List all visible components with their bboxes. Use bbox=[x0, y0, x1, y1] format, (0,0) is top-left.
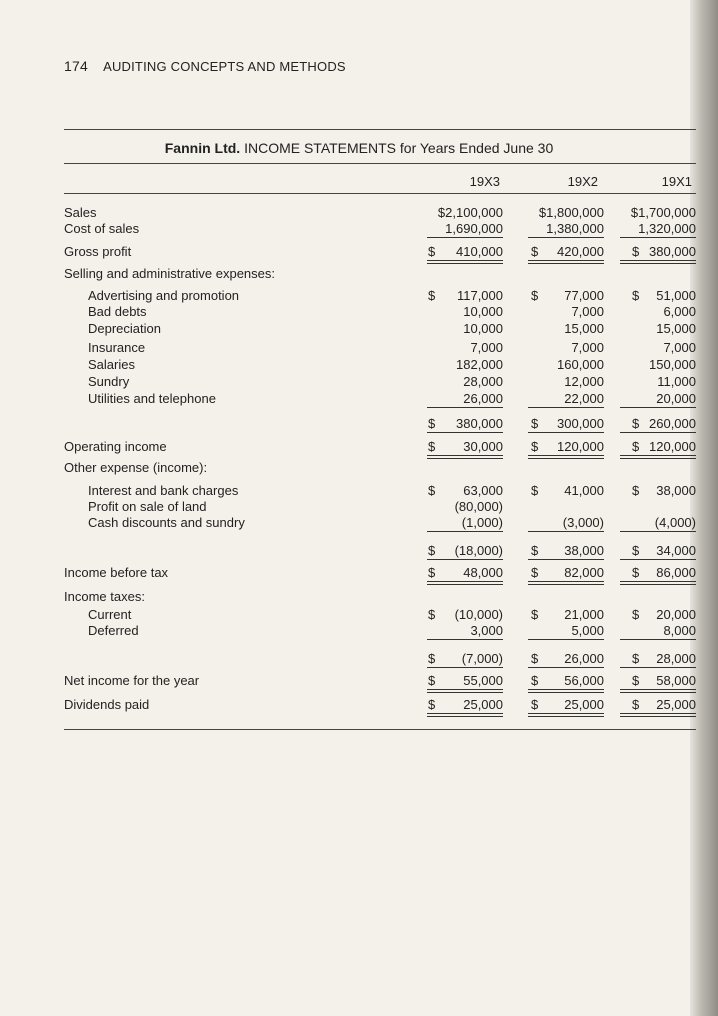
cell-19x1-depreciation: 15,000 bbox=[656, 321, 696, 336]
column-header-19x3: 19X3 bbox=[469, 174, 500, 189]
currency-symbol: $ bbox=[632, 483, 640, 498]
double-underline bbox=[528, 260, 604, 261]
single-underline bbox=[620, 432, 696, 433]
row-label-salaries: Salaries bbox=[88, 357, 135, 372]
currency-symbol: $ bbox=[632, 673, 640, 688]
row-label-bad-debts: Bad debts bbox=[88, 304, 147, 319]
single-underline bbox=[620, 237, 696, 238]
currency-symbol: $ bbox=[632, 565, 640, 580]
currency-symbol: $ bbox=[531, 288, 539, 303]
cell-19x1-current: 20,000 bbox=[656, 607, 696, 622]
cell-19x2-bad-debts: 7,000 bbox=[571, 304, 604, 319]
cell-19x3-advertising-and-promotion: 117,000 bbox=[456, 288, 503, 303]
cell-19x1-advertising-and-promotion: 51,000 bbox=[656, 288, 696, 303]
cell-19x3-net-income-for-the-year: 55,000 bbox=[463, 673, 503, 688]
single-underline bbox=[427, 237, 503, 238]
row-label-current: Current bbox=[88, 607, 132, 622]
double-underline bbox=[528, 692, 604, 693]
currency-symbol: $ bbox=[632, 651, 640, 666]
cell-19x3-bad-debts: 10,000 bbox=[463, 304, 503, 319]
cell-19x1-sales: $1,700,000 bbox=[630, 205, 696, 220]
double-underline bbox=[528, 458, 604, 459]
cell-19x3-sales: $2,100,000 bbox=[437, 205, 503, 220]
statement-title-text: INCOME STATEMENTS for Years Ended June 30 bbox=[240, 140, 554, 156]
currency-symbol: $ bbox=[428, 651, 436, 666]
cell-19x3-cash-discounts-and-sundry: (1,000) bbox=[461, 515, 503, 530]
double-underline bbox=[427, 692, 503, 693]
single-underline bbox=[528, 531, 604, 532]
currency-symbol: $ bbox=[531, 673, 539, 688]
cell-19x1-deferred: 8,000 bbox=[663, 623, 696, 638]
cell-19x1-subtotal: 260,000 bbox=[649, 416, 696, 431]
cell-19x2-cash-discounts-and-sundry: (3,000) bbox=[562, 515, 604, 530]
cell-19x2-salaries: 160,000 bbox=[557, 357, 604, 372]
single-underline bbox=[620, 639, 696, 640]
cell-19x3-subtotal: (7,000) bbox=[461, 651, 503, 666]
currency-symbol: $ bbox=[632, 416, 640, 431]
row-label-cash-discounts-and-sundry: Cash discounts and sundry bbox=[88, 515, 245, 530]
cell-19x3-sundry: 28,000 bbox=[463, 374, 503, 389]
cell-19x1-sundry: 11,000 bbox=[657, 374, 696, 389]
cell-19x3-dividends-paid: 25,000 bbox=[463, 697, 503, 712]
cell-19x1-insurance: 7,000 bbox=[663, 340, 696, 355]
double-underline bbox=[427, 581, 503, 582]
cell-19x3-current: (10,000) bbox=[454, 607, 503, 622]
double-underline bbox=[620, 260, 696, 261]
header-rule bbox=[64, 193, 696, 194]
double-underline bbox=[427, 455, 503, 456]
cell-19x2-current: 21,000 bbox=[564, 607, 604, 622]
cell-19x2-utilities-and-telephone: 22,000 bbox=[564, 391, 604, 406]
single-underline bbox=[528, 559, 604, 560]
cell-19x3-utilities-and-telephone: 26,000 bbox=[463, 391, 503, 406]
cell-19x2-operating-income: 120,000 bbox=[557, 439, 604, 454]
cell-19x1-income-before-tax: 86,000 bbox=[656, 565, 696, 580]
double-underline bbox=[620, 584, 696, 585]
double-underline bbox=[427, 584, 503, 585]
row-label-selling-and-administrative-expenses: Selling and administrative expenses: bbox=[64, 266, 276, 281]
currency-symbol: $ bbox=[428, 543, 436, 558]
double-underline bbox=[528, 716, 604, 717]
row-label-income-before-tax: Income before tax bbox=[64, 565, 169, 580]
row-label-depreciation: Depreciation bbox=[88, 321, 161, 336]
single-underline bbox=[427, 407, 503, 408]
title-rule bbox=[64, 163, 696, 164]
double-underline bbox=[620, 263, 696, 264]
cell-19x2-dividends-paid: 25,000 bbox=[564, 697, 604, 712]
page-number: 174 bbox=[64, 58, 88, 74]
currency-symbol: $ bbox=[531, 244, 539, 259]
cell-19x3-subtotal: (18,000) bbox=[454, 543, 503, 558]
row-label-sundry: Sundry bbox=[88, 374, 130, 389]
row-label-utilities-and-telephone: Utilities and telephone bbox=[88, 391, 216, 406]
cell-19x2-subtotal: 26,000 bbox=[564, 651, 604, 666]
currency-symbol: $ bbox=[428, 244, 436, 259]
top-rule bbox=[64, 129, 696, 130]
currency-symbol: $ bbox=[632, 543, 640, 558]
single-underline bbox=[427, 531, 503, 532]
single-underline bbox=[427, 432, 503, 433]
currency-symbol: $ bbox=[531, 483, 539, 498]
double-underline bbox=[528, 713, 604, 714]
cell-19x3-salaries: 182,000 bbox=[456, 357, 503, 372]
single-underline bbox=[427, 639, 503, 640]
currency-symbol: $ bbox=[428, 565, 436, 580]
cell-19x1-net-income-for-the-year: 58,000 bbox=[656, 673, 696, 688]
cell-19x1-subtotal: 34,000 bbox=[656, 543, 696, 558]
cell-19x1-dividends-paid: 25,000 bbox=[656, 697, 696, 712]
currency-symbol: $ bbox=[531, 565, 539, 580]
cell-19x3-insurance: 7,000 bbox=[470, 340, 503, 355]
cell-19x2-subtotal: 300,000 bbox=[557, 416, 604, 431]
cell-19x2-sales: $1,800,000 bbox=[538, 205, 604, 220]
bottom-rule bbox=[64, 729, 696, 730]
cell-19x1-subtotal: 28,000 bbox=[656, 651, 696, 666]
double-underline bbox=[427, 713, 503, 714]
row-label-income-taxes: Income taxes: bbox=[64, 589, 145, 604]
double-underline bbox=[427, 716, 503, 717]
double-underline bbox=[528, 584, 604, 585]
cell-19x2-net-income-for-the-year: 56,000 bbox=[564, 673, 604, 688]
cell-19x2-income-before-tax: 82,000 bbox=[564, 565, 604, 580]
double-underline bbox=[620, 713, 696, 714]
single-underline bbox=[528, 407, 604, 408]
single-underline bbox=[620, 559, 696, 560]
row-label-operating-income: Operating income bbox=[64, 439, 167, 454]
cell-19x3-cost-of-sales: 1,690,000 bbox=[445, 221, 503, 236]
cell-19x1-utilities-and-telephone: 20,000 bbox=[656, 391, 696, 406]
currency-symbol: $ bbox=[428, 607, 436, 622]
cell-19x1-operating-income: 120,000 bbox=[649, 439, 696, 454]
cell-19x2-subtotal: 38,000 bbox=[564, 543, 604, 558]
row-label-insurance: Insurance bbox=[88, 340, 146, 355]
currency-symbol: $ bbox=[531, 543, 539, 558]
statement-title bbox=[0, 140, 718, 156]
cell-19x1-bad-debts: 6,000 bbox=[663, 304, 696, 319]
row-label-other-expense-income: Other expense (income): bbox=[64, 460, 208, 475]
single-underline bbox=[620, 531, 696, 532]
row-label-interest-and-bank-charges: Interest and bank charges bbox=[88, 483, 239, 498]
cell-19x3-operating-income: 30,000 bbox=[463, 439, 503, 454]
single-underline bbox=[528, 237, 604, 238]
cell-19x2-sundry: 12,000 bbox=[564, 374, 604, 389]
cell-19x2-deferred: 5,000 bbox=[571, 623, 604, 638]
currency-symbol: $ bbox=[531, 416, 539, 431]
cell-19x2-interest-and-bank-charges: 41,000 bbox=[564, 483, 604, 498]
double-underline bbox=[427, 689, 503, 690]
double-underline bbox=[427, 458, 503, 459]
currency-symbol: $ bbox=[428, 673, 436, 688]
currency-symbol: $ bbox=[632, 697, 640, 712]
row-label-gross-profit: Gross profit bbox=[64, 244, 132, 259]
single-underline bbox=[427, 559, 503, 560]
currency-symbol: $ bbox=[428, 483, 436, 498]
cell-19x3-depreciation: 10,000 bbox=[463, 321, 503, 336]
currency-symbol: $ bbox=[531, 651, 539, 666]
double-underline bbox=[528, 263, 604, 264]
cell-19x3-income-before-tax: 48,000 bbox=[463, 565, 503, 580]
column-header-19x1: 19X1 bbox=[661, 174, 692, 189]
single-underline bbox=[620, 667, 696, 668]
row-label-profit-on-sale-of-land: Profit on sale of land bbox=[88, 499, 207, 514]
cell-19x2-insurance: 7,000 bbox=[571, 340, 604, 355]
row-label-deferred: Deferred bbox=[88, 623, 139, 638]
row-label-net-income-for-the-year: Net income for the year bbox=[64, 673, 200, 688]
cell-19x1-gross-profit: 380,000 bbox=[649, 244, 696, 259]
single-underline bbox=[528, 667, 604, 668]
cell-19x2-depreciation: 15,000 bbox=[564, 321, 604, 336]
double-underline bbox=[427, 263, 503, 264]
currency-symbol: $ bbox=[632, 244, 640, 259]
row-label-advertising-and-promotion: Advertising and promotion bbox=[88, 288, 240, 303]
running-header bbox=[64, 58, 346, 74]
column-header-19x2: 19X2 bbox=[567, 174, 598, 189]
currency-symbol: $ bbox=[428, 439, 436, 454]
double-underline bbox=[620, 455, 696, 456]
currency-symbol: $ bbox=[632, 607, 640, 622]
double-underline bbox=[427, 260, 503, 261]
cell-19x1-salaries: 150,000 bbox=[649, 357, 696, 372]
cell-19x1-cash-discounts-and-sundry: (4,000) bbox=[654, 515, 696, 530]
currency-symbol: $ bbox=[531, 439, 539, 454]
cell-19x1-interest-and-bank-charges: 38,000 bbox=[656, 483, 696, 498]
currency-symbol: $ bbox=[531, 607, 539, 622]
double-underline bbox=[620, 716, 696, 717]
double-underline bbox=[620, 581, 696, 582]
double-underline bbox=[528, 581, 604, 582]
row-label-cost-of-sales: Cost of sales bbox=[64, 221, 140, 236]
cell-19x3-subtotal: 380,000 bbox=[456, 416, 503, 431]
double-underline bbox=[528, 689, 604, 690]
currency-symbol: $ bbox=[428, 697, 436, 712]
cell-19x2-advertising-and-promotion: 77,000 bbox=[564, 288, 604, 303]
cell-19x3-interest-and-bank-charges: 63,000 bbox=[463, 483, 503, 498]
row-label-dividends-paid: Dividends paid bbox=[64, 697, 150, 712]
cell-19x3-gross-profit: 410,000 bbox=[456, 244, 503, 259]
cell-19x2-cost-of-sales: 1,380,000 bbox=[546, 221, 604, 236]
cell-19x1-cost-of-sales: 1,320,000 bbox=[638, 221, 696, 236]
double-underline bbox=[528, 455, 604, 456]
currency-symbol: $ bbox=[632, 288, 640, 303]
currency-symbol: $ bbox=[428, 288, 436, 303]
single-underline bbox=[427, 667, 503, 668]
currency-symbol: $ bbox=[428, 416, 436, 431]
currency-symbol: $ bbox=[632, 439, 640, 454]
double-underline bbox=[620, 458, 696, 459]
double-underline bbox=[620, 692, 696, 693]
company-name: Fannin Ltd. bbox=[164, 140, 241, 156]
single-underline bbox=[528, 639, 604, 640]
cell-19x3-deferred: 3,000 bbox=[470, 623, 503, 638]
single-underline bbox=[528, 432, 604, 433]
row-label-sales: Sales bbox=[64, 205, 97, 220]
cell-19x2-gross-profit: 420,000 bbox=[557, 244, 604, 259]
cell-19x3-profit-on-sale-of-land: (80,000) bbox=[454, 499, 503, 514]
single-underline bbox=[620, 407, 696, 408]
currency-symbol: $ bbox=[531, 697, 539, 712]
double-underline bbox=[620, 689, 696, 690]
running-head-title: AUDITING CONCEPTS AND METHODS bbox=[103, 59, 346, 74]
